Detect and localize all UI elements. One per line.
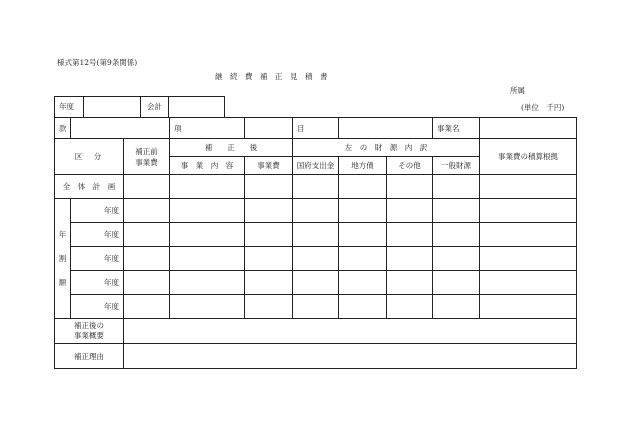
table-cell[interactable] [245, 247, 293, 271]
table-cell[interactable] [480, 223, 577, 247]
category-header [55, 139, 124, 175]
table-cell[interactable] [170, 247, 245, 271]
cost-basis-label: 事業費の積算根拠 [498, 152, 558, 161]
cost-basis-header [480, 139, 577, 175]
reason-row [55, 344, 577, 369]
general-funds-header [433, 157, 480, 175]
table-cell[interactable] [387, 295, 433, 319]
ko-label-cell [170, 118, 245, 139]
kan-input-cell[interactable] [71, 118, 170, 139]
year-label-cell [71, 295, 124, 319]
affiliation-label: 所属 [510, 86, 525, 95]
summary-label-cell [55, 319, 124, 344]
annual-split-char: 割 [58, 253, 67, 263]
ko-input-cell[interactable] [245, 118, 293, 139]
table-cell[interactable] [480, 295, 577, 319]
pre-revision-header [124, 139, 170, 175]
general-funds-label: 一般財源 [441, 161, 471, 170]
project-cost-header [245, 157, 293, 175]
year-label: 年度 [104, 302, 119, 311]
table-cell[interactable] [480, 247, 577, 271]
project-name-label: 事業名 [437, 123, 460, 133]
annual-split-char: 年 [58, 229, 67, 239]
table-cell[interactable] [293, 271, 339, 295]
post-revision-label: 補 正 後 [204, 143, 258, 152]
table-cell[interactable] [433, 175, 480, 199]
fiscal-year-label: 年度 [59, 102, 74, 111]
table-cell[interactable] [339, 175, 387, 199]
pre-revision-label-2: 事業費 [135, 157, 158, 167]
header-row-1 [55, 139, 577, 157]
year-label: 年度 [104, 206, 119, 215]
annual-row [55, 223, 577, 247]
reason-label-cell [55, 344, 124, 369]
table-cell[interactable] [433, 271, 480, 295]
overall-plan-label: 全 体 計 画 [62, 182, 116, 191]
table-cell[interactable] [387, 247, 433, 271]
table-cell[interactable] [433, 247, 480, 271]
table-cell[interactable] [339, 223, 387, 247]
table-cell[interactable] [245, 199, 293, 223]
kan-label: 款 [59, 123, 67, 133]
year-label: 年度 [104, 230, 119, 239]
table-cell[interactable] [170, 223, 245, 247]
project-content-header [170, 157, 245, 175]
form-number: 様式第12号(第9条関係) [57, 58, 138, 67]
divider [168, 97, 169, 117]
year-label-cell [71, 199, 124, 223]
table-cell[interactable] [293, 175, 339, 199]
ko-label: 項 [174, 123, 182, 133]
year-label-cell [71, 271, 124, 295]
table-cell[interactable] [293, 295, 339, 319]
summary-row [55, 319, 577, 344]
table-cell[interactable] [433, 295, 480, 319]
table-cell[interactable] [124, 295, 170, 319]
funding-breakdown-header [293, 139, 480, 157]
divider [83, 97, 84, 117]
annual-split-label-cell [55, 199, 71, 319]
summary-input-cell[interactable] [124, 319, 577, 344]
year-label-cell [71, 223, 124, 247]
post-revision-header [170, 139, 293, 157]
table-cell[interactable] [339, 295, 387, 319]
table-cell[interactable] [339, 271, 387, 295]
local-bonds-label: 地方債 [351, 161, 374, 170]
pre-revision-label-1: 補正前 [135, 146, 158, 156]
summary-label-1: 補正後の [74, 321, 104, 330]
table-cell[interactable] [170, 271, 245, 295]
moku-label: 目 [297, 123, 305, 133]
table-cell[interactable] [433, 223, 480, 247]
project-cost-label: 事業費 [257, 161, 280, 170]
form-title: 継 続 費 補 正 見 積 書 [215, 72, 328, 81]
account-label: 会計 [147, 102, 162, 111]
table-cell[interactable] [293, 223, 339, 247]
divider [140, 97, 141, 117]
project-name-input-cell[interactable] [480, 118, 577, 139]
national-funds-header [293, 157, 339, 175]
table-cell[interactable] [387, 175, 433, 199]
table-cell[interactable] [124, 175, 170, 199]
table-cell[interactable] [387, 271, 433, 295]
table-cell[interactable] [480, 175, 577, 199]
annual-split-char: 額 [58, 277, 67, 287]
local-bonds-header [339, 157, 387, 175]
moku-label-cell [293, 118, 339, 139]
table-cell[interactable] [433, 199, 480, 223]
other-label: その他 [398, 161, 421, 170]
table-cell[interactable] [387, 223, 433, 247]
overall-plan-label-cell [55, 175, 124, 199]
table-cell[interactable] [293, 199, 339, 223]
annual-row [55, 247, 577, 271]
project-content-label: 事 業 内 容 [180, 161, 234, 170]
table-cell[interactable] [124, 199, 170, 223]
unit-label: (単位 千円) [521, 103, 565, 112]
overall-plan-row [55, 175, 577, 199]
table-cell[interactable] [339, 247, 387, 271]
table-cell[interactable] [245, 223, 293, 247]
table-cell[interactable] [245, 271, 293, 295]
table-cell[interactable] [339, 199, 387, 223]
project-name-label-cell [433, 118, 480, 139]
category-label: 区 分 [74, 152, 104, 161]
other-header [387, 157, 433, 175]
annual-row [55, 295, 577, 319]
summary-label-2: 事業概要 [74, 331, 104, 340]
reason-input-cell[interactable] [124, 344, 577, 369]
table-cell[interactable] [245, 295, 293, 319]
table-cell[interactable] [124, 271, 170, 295]
national-funds-label: 国府支出金 [296, 161, 335, 170]
annual-row [55, 199, 577, 223]
table-cell[interactable] [245, 175, 293, 199]
year-label-cell [71, 247, 124, 271]
table-cell[interactable] [387, 199, 433, 223]
budget-code-row [55, 118, 577, 139]
table-cell[interactable] [293, 247, 339, 271]
fiscal-year-account-box [54, 96, 225, 117]
estimate-table [54, 117, 577, 369]
moku-input-cell[interactable] [339, 118, 433, 139]
funding-breakdown-label: 左 の 財 源 内 訳 [344, 143, 428, 152]
table-cell[interactable] [480, 199, 577, 223]
table-cell[interactable] [170, 295, 245, 319]
year-label: 年度 [104, 254, 119, 263]
table-cell[interactable] [170, 175, 245, 199]
year-label: 年度 [104, 278, 119, 287]
kan-label-cell [55, 118, 71, 139]
table-cell[interactable] [124, 223, 170, 247]
annual-row [55, 271, 577, 295]
reason-label: 補正理由 [74, 351, 104, 361]
table-cell[interactable] [124, 247, 170, 271]
table-cell[interactable] [170, 199, 245, 223]
table-cell[interactable] [480, 271, 577, 295]
